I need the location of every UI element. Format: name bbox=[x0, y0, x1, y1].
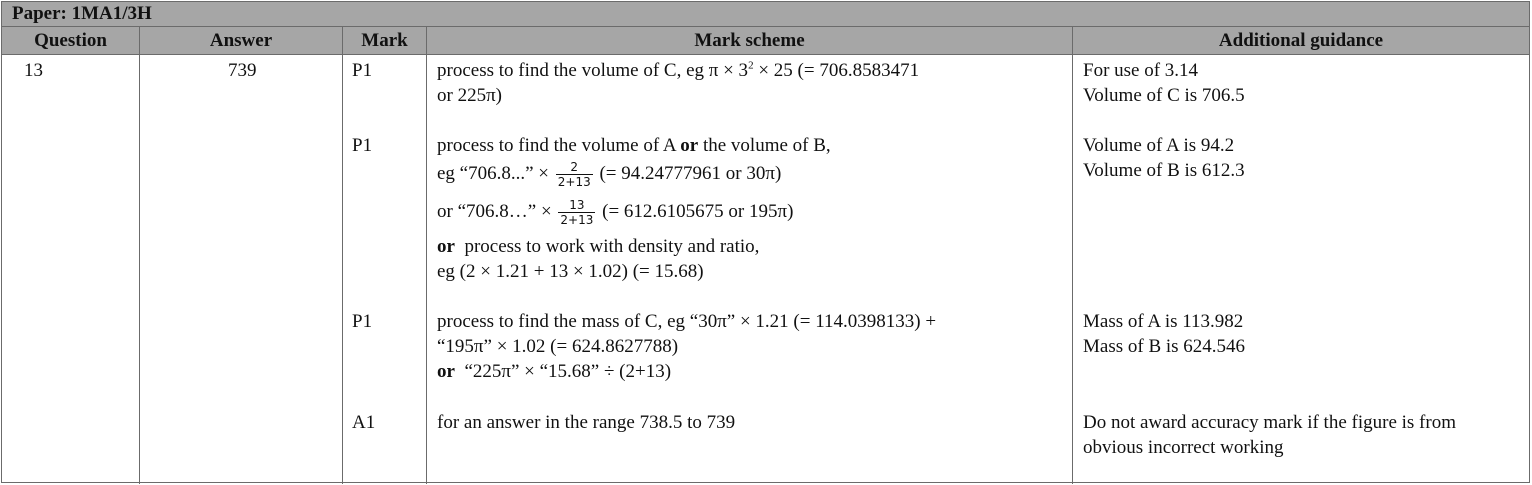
scheme-text: eg “706.8...” × bbox=[437, 163, 550, 184]
scheme-line bbox=[437, 160, 781, 189]
scheme-line bbox=[437, 359, 671, 384]
guidance-line: Mass of B is 624.546 bbox=[1083, 336, 1246, 357]
header-mark-scheme: Mark scheme bbox=[694, 30, 805, 51]
scheme-text: process to find the volume of C, eg π × 3 bbox=[437, 60, 749, 81]
question-number: 13 bbox=[24, 60, 43, 81]
guidance-line: For use of 3.14 bbox=[1083, 60, 1199, 81]
scheme-text: process to work with density and ratio, bbox=[454, 236, 760, 257]
fraction bbox=[558, 198, 595, 227]
answer-value: 739 bbox=[228, 60, 257, 81]
exponent: 2 bbox=[748, 59, 754, 72]
mark-code: A1 bbox=[352, 412, 376, 433]
scheme-text: (= 94.24777961 or 30π) bbox=[599, 163, 782, 184]
guidance-line: Volume of B is 612.3 bbox=[1083, 160, 1245, 181]
guidance-line: Do not award accuracy mark if the figure is from bbox=[1083, 412, 1456, 433]
header-mark: Mark bbox=[361, 30, 408, 51]
paper-title: Paper: 1MA1/3H bbox=[2, 2, 1529, 27]
mark-scheme-table bbox=[1, 1, 1530, 483]
scheme-line bbox=[437, 133, 831, 158]
or-keyword: or bbox=[437, 236, 455, 257]
scheme-text: the volume of B, bbox=[698, 135, 831, 156]
scheme-line bbox=[437, 234, 759, 259]
or-keyword: or bbox=[437, 361, 455, 382]
scheme-line: “195π” × 1.02 (= 624.8627788) bbox=[437, 336, 679, 357]
fraction-numerator: 2 bbox=[570, 160, 579, 175]
scheme-text: “225π” × “15.68” ÷ (2+13) bbox=[454, 361, 672, 382]
scheme-line: process to find the mass of C, eg “30π” × 1.21 (= 114.0398133) + bbox=[437, 311, 937, 332]
scheme-line: or 225π) bbox=[437, 85, 502, 106]
scheme-text: process to find the volume of A bbox=[437, 135, 681, 156]
fraction-denominator: 2+13 bbox=[560, 213, 594, 228]
or-keyword: or bbox=[680, 135, 699, 156]
column-divider bbox=[139, 27, 140, 484]
header-question: Question bbox=[34, 30, 107, 51]
guidance-line: Volume of C is 706.5 bbox=[1083, 85, 1245, 106]
scheme-line bbox=[437, 58, 919, 83]
header-guidance: Additional guidance bbox=[1218, 30, 1384, 51]
guidance-line: obvious incorrect working bbox=[1083, 437, 1284, 458]
mark-code: P1 bbox=[352, 60, 373, 81]
guidance-line: Mass of A is 113.982 bbox=[1083, 311, 1244, 332]
scheme-line: eg (2 × 1.21 + 13 × 1.02) (= 15.68) bbox=[437, 261, 704, 282]
scheme-text: or “706.8…” × bbox=[437, 201, 552, 222]
scheme-text: (= 612.6105675 or 195π) bbox=[602, 201, 794, 222]
scheme-line: for an answer in the range 738.5 to 739 bbox=[437, 412, 736, 433]
scheme-line bbox=[437, 198, 793, 227]
header-row bbox=[2, 27, 1529, 55]
fraction bbox=[556, 160, 593, 189]
fraction-numerator: 13 bbox=[569, 198, 585, 213]
scheme-text: × 25 (= 706.8583471 bbox=[753, 60, 920, 81]
mark-code: P1 bbox=[352, 311, 373, 332]
guidance-line: Volume of A is 94.2 bbox=[1083, 135, 1235, 156]
fraction-denominator: 2+13 bbox=[557, 175, 591, 190]
column-divider bbox=[1072, 27, 1073, 484]
column-divider bbox=[426, 27, 427, 484]
mark-code: P1 bbox=[352, 135, 373, 156]
column-divider bbox=[342, 27, 343, 484]
header-answer: Answer bbox=[209, 30, 273, 51]
